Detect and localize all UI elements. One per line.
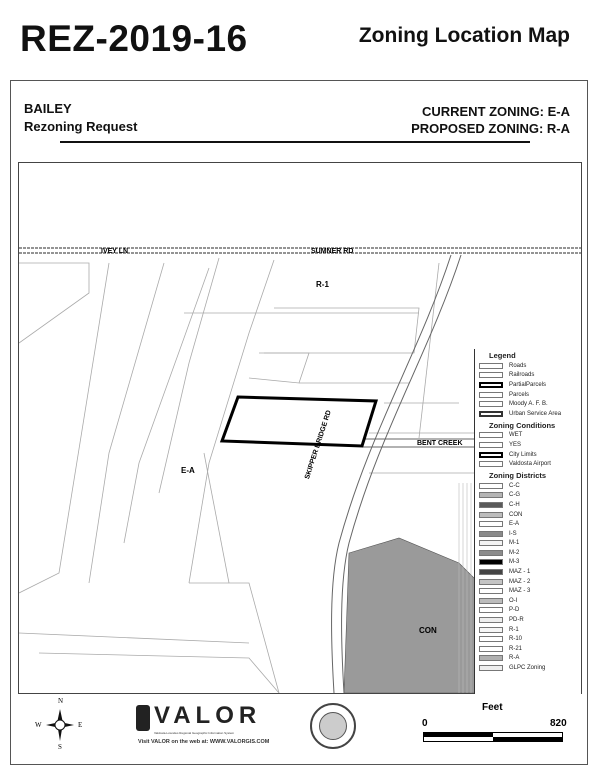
legend-label: Urban Service Area	[509, 410, 562, 417]
legend-label: R-21	[509, 645, 523, 652]
legend-label: R-1	[509, 626, 519, 633]
map-legend	[474, 349, 581, 694]
legend-item	[475, 625, 581, 635]
road-label-skipper-bridge-rd: SKIPPER BRIDGE RD	[304, 409, 333, 481]
legend-label: O-I	[509, 597, 518, 604]
legend-swatch	[479, 598, 503, 604]
legend-districts-title: Zoning Districts	[489, 470, 547, 480]
zone-label-con: CON	[419, 626, 437, 635]
legend-label: Railroads	[509, 372, 535, 379]
legend-swatch	[479, 588, 503, 594]
legend-swatch	[479, 531, 503, 537]
road-label-ivey-ln: IVEY LN	[101, 248, 129, 255]
legend-label: M-1	[509, 540, 520, 547]
compass-e: E	[78, 721, 83, 729]
current-zoning: CURRENT ZONING: E-A	[421, 104, 570, 119]
legend-label: Parcels	[509, 391, 530, 398]
legend-swatch	[479, 392, 503, 398]
compass-n: N	[58, 697, 64, 705]
zone-label-ea: E-A	[181, 466, 195, 475]
legend-swatch	[479, 452, 503, 458]
legend-label: MAZ - 1	[509, 569, 531, 576]
legend-item	[475, 459, 581, 469]
legend-item	[475, 519, 581, 529]
legend-swatch	[479, 502, 503, 508]
legend-swatch	[479, 579, 503, 585]
legend-swatch	[479, 559, 503, 565]
legend-swatch	[479, 432, 503, 438]
subject-parcel[interactable]	[222, 397, 376, 446]
legend-swatch	[479, 627, 503, 633]
valor-website-link[interactable]: Visit VALOR on the web at: WWW.VALORGIS.COM	[138, 739, 270, 745]
legend-label: M-2	[509, 549, 520, 556]
legend-item	[475, 567, 581, 577]
legend-label: Moody A. F. B.	[509, 401, 548, 408]
legend-item	[475, 529, 581, 539]
legend-swatch	[479, 655, 503, 661]
legend-swatch	[479, 540, 503, 546]
legend-swatch	[479, 512, 503, 518]
legend-swatch	[479, 492, 503, 498]
legend-label: M-3	[509, 559, 520, 566]
legend-title: Legend	[489, 351, 516, 360]
legend-item	[475, 654, 581, 664]
legend-label: C-G	[509, 492, 520, 499]
legend-item	[475, 431, 581, 441]
case-number: REZ-2019-16	[20, 18, 248, 59]
scale-bar	[423, 732, 563, 742]
legend-item	[475, 663, 581, 673]
legend-swatch	[479, 646, 503, 652]
legend-item	[475, 440, 581, 450]
legend-swatch	[479, 411, 503, 417]
legend-item	[475, 481, 581, 491]
legend-item	[475, 586, 581, 596]
legend-label: GLPC Zoning	[509, 665, 546, 672]
legend-item	[475, 371, 581, 381]
legend-label: YES	[509, 441, 522, 448]
legend-item	[475, 491, 581, 501]
road-label-sumner-rd: SUMNER RD	[311, 248, 354, 255]
legend-item	[475, 548, 581, 558]
legend-label: E-A	[509, 521, 520, 528]
legend-label: CON	[509, 511, 523, 518]
valor-logo-text: VALOR	[154, 702, 262, 729]
legend-label: MAZ - 3	[509, 588, 531, 595]
scale-unit: Feet	[482, 702, 503, 713]
compass-w: W	[35, 721, 42, 729]
legend-label: Valdosta Airport	[509, 461, 551, 468]
legend-swatch	[479, 483, 503, 489]
legend-swatch	[479, 550, 503, 556]
legend-label: WET	[509, 432, 523, 439]
legend-item	[475, 510, 581, 520]
legend-swatch	[479, 442, 503, 448]
legend-label: Roads	[509, 362, 527, 369]
legend-item	[475, 399, 581, 409]
legend-swatch	[479, 461, 503, 467]
legend-swatch	[479, 636, 503, 642]
scale-min: 0	[422, 718, 428, 729]
legend-label: R-A	[509, 655, 520, 662]
header-divider	[60, 141, 530, 143]
road-label-bent-creek: BENT CREEK	[417, 440, 463, 447]
legend-swatch	[479, 363, 503, 369]
legend-swatch	[479, 401, 503, 407]
legend-swatch	[479, 569, 503, 575]
legend-item	[475, 361, 581, 371]
legend-label: I-S	[509, 530, 517, 537]
legend-swatch	[479, 665, 503, 671]
legend-label: PartialParcels	[509, 381, 547, 388]
request-type: Rezoning Request	[24, 119, 138, 134]
legend-swatch	[479, 372, 503, 378]
legend-item	[475, 539, 581, 549]
legend-swatch	[479, 382, 503, 388]
legend-item	[475, 634, 581, 644]
applicant-name: BAILEY	[24, 101, 72, 116]
valor-logo-icon	[136, 705, 150, 731]
compass-s: S	[58, 743, 62, 751]
legend-item	[475, 450, 581, 460]
legend-label: PD-R	[509, 617, 524, 624]
map-footer	[18, 697, 582, 761]
legend-swatch	[479, 521, 503, 527]
legend-label: C-C	[509, 482, 520, 489]
zone-label-r1: R-1	[316, 280, 329, 289]
legend-item	[475, 596, 581, 606]
county-seal-icon	[310, 703, 356, 749]
legend-item	[475, 390, 581, 400]
legend-item	[475, 380, 581, 390]
legend-swatch	[479, 607, 503, 613]
map-title: Zoning Location Map	[358, 24, 570, 47]
legend-label: C-H	[509, 501, 520, 508]
legend-swatch	[479, 617, 503, 623]
legend-label: P-D	[509, 607, 520, 614]
legend-item	[475, 500, 581, 510]
legend-item	[475, 644, 581, 654]
scale-max: 820	[550, 718, 567, 729]
proposed-zoning: PROPOSED ZONING: R-A	[411, 121, 570, 136]
valor-tagline: Valdosta-Lowndes Regional Geographic Information System	[154, 731, 235, 735]
legend-label: City Limits	[509, 451, 537, 458]
legend-item	[475, 409, 581, 419]
legend-item	[475, 577, 581, 587]
legend-label: R-10	[509, 636, 523, 643]
legend-item	[475, 615, 581, 625]
legend-conditions-title: Zoning Conditions	[489, 420, 556, 430]
legend-item	[475, 558, 581, 568]
legend-label: MAZ - 2	[509, 578, 531, 585]
legend-item	[475, 606, 581, 616]
